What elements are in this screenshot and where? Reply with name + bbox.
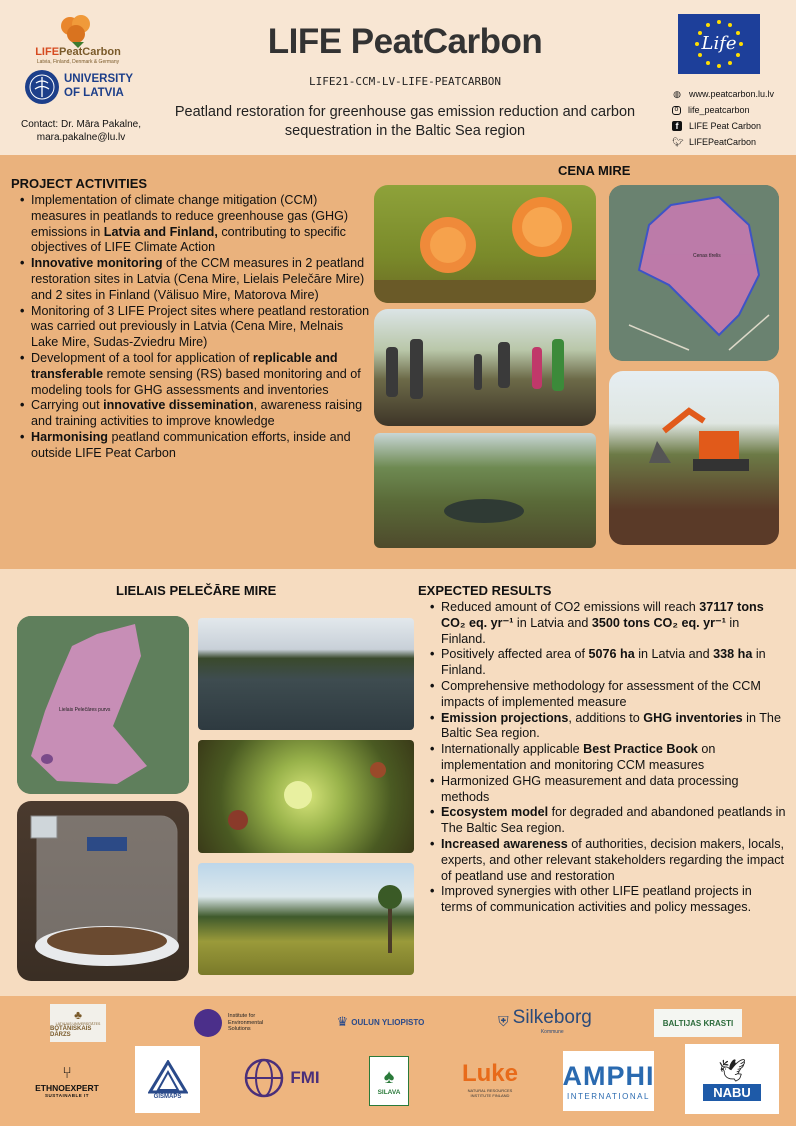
field-team-photo [374, 309, 596, 426]
bog-pond-photo [374, 433, 596, 548]
silava-logo: ♠ SILAVA [369, 1056, 409, 1106]
university-seal-icon [24, 69, 60, 105]
silava-tree-icon: ♠ [383, 1066, 395, 1088]
page-title: LIFE PeatCarbon [267, 22, 543, 61]
lake-photo [198, 618, 414, 730]
list-item: • Ecosystem model for degraded and abandoned peatlands in The Baltic Sea region. [428, 805, 786, 837]
list-item: • Internationally applicable Best Practice Book on implementation and monitoring CCM measures [428, 742, 786, 774]
list-item: • Development of a tool for application of replicable and transferable remote sensing (RS) based monitoring and of modeling tools for GHG assessments and inventories [18, 351, 372, 398]
ethnoexpert-logo: ⑂ ETHNOEXPERT SUSTAINABLE IT [35, 1064, 99, 1098]
cloudberry-icon [56, 12, 96, 48]
gas-chamber-photo [17, 801, 189, 981]
bog-meadow-photo [198, 863, 414, 975]
list-item: • Emission projections, additions to GHG inventories in The Baltic Sea region. [428, 711, 786, 743]
expected-results-list [428, 600, 786, 916]
silkeborg-crest-icon: ⛨ [498, 1012, 509, 1029]
project-activities-heading: PROJECT ACTIVITIES [11, 176, 148, 191]
amphi-international-logo: AMPHI INTERNATIONAL [563, 1051, 654, 1111]
ies-emblem-icon [194, 1009, 222, 1037]
contact-email[interactable]: mara.pakalne@lu.lv [36, 132, 126, 143]
fmi-globe-icon [244, 1058, 284, 1098]
cena-mire-map: Cenas tīrelis [609, 185, 779, 361]
facebook-icon: f [672, 121, 682, 131]
list-item: • Comprehensive methodology for assessment of the CCM impacts of implemented measure [428, 679, 786, 711]
cloudberry-photo [374, 185, 596, 303]
contact-info: Contact: Dr. Māra Pakalne, mara.pakalne@lu.lv [8, 118, 154, 144]
list-item: • Improved synergies with other LIFE peatland projects in terms of communication activities and policy messages. [428, 884, 786, 916]
sphagnum-moss-photo [198, 740, 414, 853]
cloudberry-icon [374, 185, 596, 303]
results-section [0, 569, 796, 996]
nabu-logo: 🕊︎ NABU [685, 1044, 779, 1114]
lielais-pelecare-map: Lielais Pelečāres purvs [17, 616, 189, 794]
instagram-icon: o [672, 106, 681, 115]
list-item: • Reduced amount of CO2 emissions will reach 37117 tons CO₂ eq. yr⁻¹ in Latvia and 3500 tons CO₂ eq. yr⁻¹ in Finland. [428, 600, 786, 647]
header [0, 0, 796, 155]
globe-icon: ◍ [673, 89, 681, 99]
botanic-garden-logo: ♣ LATVIJAS UNIVERSITĀTES BOTĀNISKAIS DĀRZS [50, 1004, 106, 1042]
network-icon: ⑂ [62, 1064, 72, 1082]
list-item: • Innovative monitoring of the CCM measures in 2 peatland restoration sites in Latvia (Cena Mire, Lielais Pelečāre Mire) and 2 sites in Finland (Välisuo Mire, Matorova Mire) [18, 256, 372, 303]
fmi-logo: FMI [238, 1058, 326, 1098]
gismaps-triangle-icon [148, 1060, 188, 1094]
oulu-logo: ♛ OULUN YLIOPISTO [336, 1014, 425, 1029]
cena-mire-heading: CENA MIRE [558, 163, 631, 178]
university-of-latvia-logo: UNIVERSITY OF LATVIA [24, 68, 134, 106]
project-code: LIFE21-CCM-LV-LIFE-PEATCARBON [308, 75, 502, 88]
project-activities-section [0, 155, 796, 569]
list-item: • Carrying out innovative dissemination, awareness raising and training activities to improve knowledge [18, 398, 372, 430]
tree-icon: ♣ [74, 1008, 82, 1022]
partner-logos [0, 996, 796, 1126]
page-subtitle: Peatland restoration for greenhouse gas emission reduction and carbon sequestration in the Baltic Sea region [174, 104, 636, 139]
oulu-crown-icon: ♛ [336, 1014, 349, 1029]
twitter-icon: 🐦︎ [672, 137, 684, 147]
list-item: • Harmonized GHG measurement and data processing methods [428, 774, 786, 806]
list-item: • Increased awareness of authorities, decision makers, locals, experts, and other relevant stakeholders regarding the impact of peatland use and restoration [428, 837, 786, 884]
twitter-link[interactable]: 🐦︎ LIFEPeatCarbon [672, 137, 757, 147]
excavator-photo [609, 371, 779, 545]
lielais-pelecare-heading: LIELAIS PELEČĀRE MIRE [116, 583, 277, 598]
luke-logo: Luke NATURAL RESOURCES INSTITUTE FINLAND [461, 1060, 518, 1098]
silkeborg-logo: ⛨ Silkeborg Kommune [498, 1007, 592, 1035]
expected-results-heading: EXPECTED RESULTS [418, 583, 552, 598]
project-activities-list [18, 193, 372, 462]
list-item: • Monitoring of 3 LIFE Project sites where peatland restoration was carried out previously in Latvia (Cena Mire, Melnais Lake Mire, Sudas-Zviedru Mire) [18, 304, 372, 351]
gismaps-logo: GISMAPS [135, 1046, 200, 1113]
list-item: • Positively affected area of 5076 ha in Latvia and 338 ha in Finland. [428, 647, 786, 679]
peatcarbon-logo: LIFEPeatCarbon Latvia, Finland, Denmark & Germany [28, 12, 128, 66]
stork-icon: 🕊︎ [718, 1057, 746, 1083]
website-link[interactable]: ◍ www.peatcarbon.lu.lv [673, 89, 775, 99]
list-item: • Harmonising peatland communication efforts, inside and outside LIFE Peat Carbon [18, 430, 372, 462]
facebook-link[interactable]: f LIFE Peat Carbon [672, 118, 774, 134]
eu-life-logo: Life [678, 14, 760, 74]
instagram-link[interactable]: o life_peatcarbon [672, 102, 774, 118]
list-item: • Implementation of climate change mitigation (CCM) measures in peatlands to reduce greenhouse gas (GHG) emissions in Latvia and Finland, contributing to specific objectives of LIFE Climate Action [18, 193, 372, 256]
baltijas-krasti-logo: BALTIJAS KRASTI [654, 1009, 742, 1037]
social-links [672, 86, 774, 150]
ies-logo: Institute for Environmental Solutions [194, 1008, 290, 1038]
